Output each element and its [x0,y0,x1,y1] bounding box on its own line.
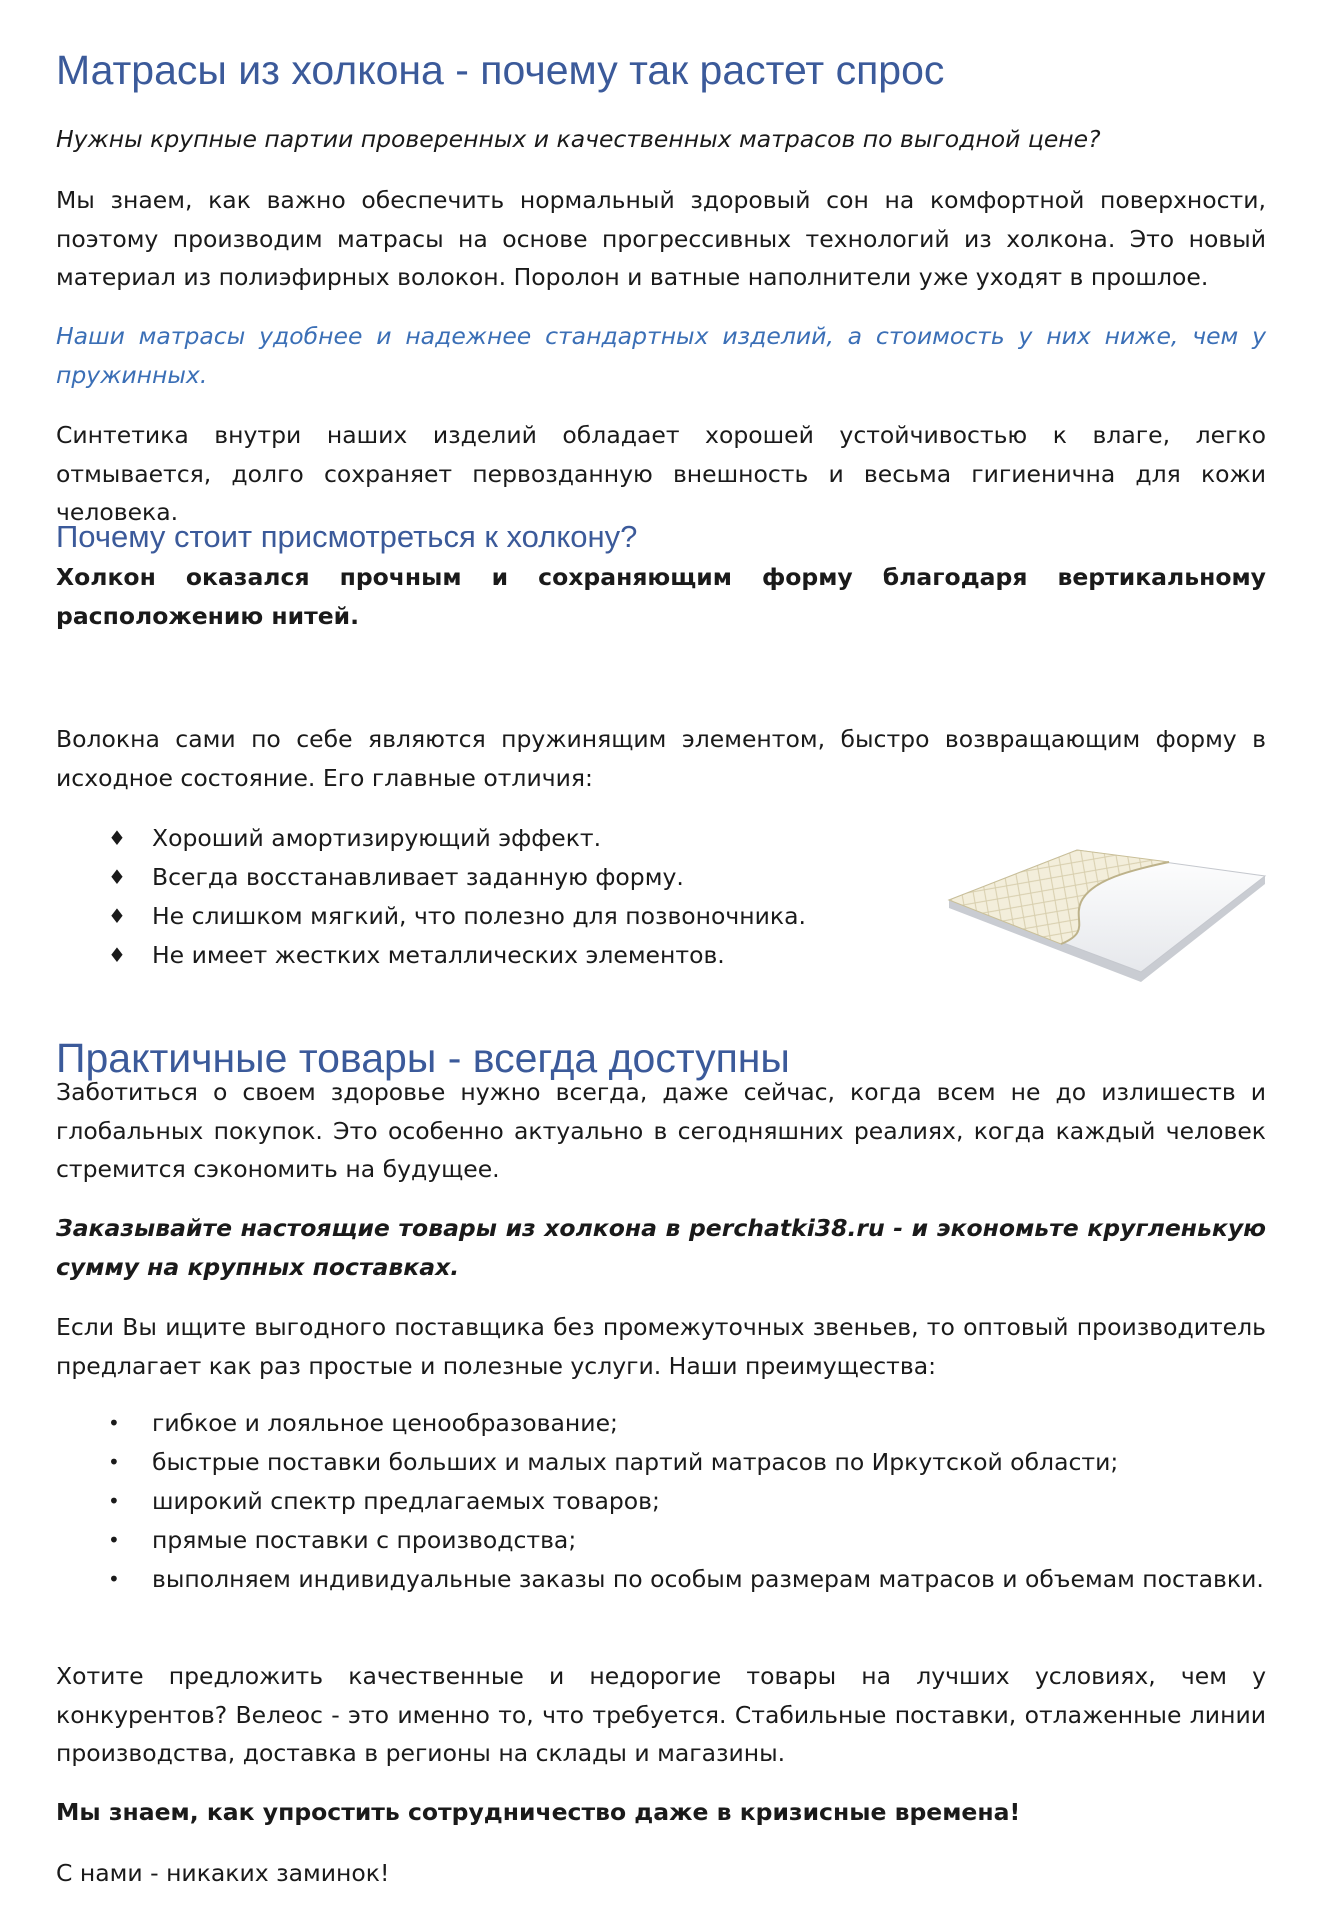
paragraph-synthetics: Синтетика внутри наших изделий обладает хорошей устойчивостью к влаге, легко отмывается, долго сохраняет первозданную внешность и весьма гигиенична для кожи человека. [56,421,1266,526]
paragraph-supplier: Если Вы ищите выгодного поставщика без промежуточных звеньев, то оптовый производитель предлагает как раз простые и полезные услуги. Наши преимущества: [56,1313,1266,1380]
mattress-image [941,840,1271,990]
list-item: • широкий спектр предлагаемых товаров; [152,1482,1266,1521]
bold-statement: Холкон оказался прочным и сохраняющим форму благодаря вертикальному расположению нитей. [56,563,1266,630]
list-item: • прямые поставки с производства; [152,1521,1266,1560]
paragraph-offer: Хотите предложить качественные и недорогие товары на лучших условиях, чем у конкурентов? Велеос - это именно то, что требуется. Стабильные поставки, отлаженные линии производства, доставка в регионы на склады и магазины. [56,1662,1266,1767]
dot-bullet-icon: • [108,1528,120,1552]
highlight-paragraph: Наши матрасы удобнее и надежнее стандартных изделий, а стоимость у них ниже, чем у пружинных. [56,322,1266,389]
cta-paragraph: Заказывайте настоящие товары из холкона в perchatki38.ru - и экономьте кругленькую сумму на крупных поставках. [56,1214,1266,1281]
dot-bullet-icon: • [108,1567,120,1591]
paragraph-intro: Мы знаем, как важно обеспечить нормальный здоровый сон на комфортной поверхности, поэтому производим матрасы на основе прогрессивных технологий из холкона. Это новый материал из полиэфирных волокон. Поролон и ватные наполнители уже уходят в прошлое. [56,186,1266,291]
closing-line: С нами - никаких заминок! [56,1859,390,1887]
diamond-bullet-icon: ♦ [108,904,126,928]
paragraph-health: Заботиться о своем здоровье нужно всегда, даже сейчас, когда всем не до излишеств и глобальных покупок. Это особенно актуально в сегодняшних реалиях, когда каждый человек стремится сэкономить на будущее. [56,1078,1266,1183]
diamond-bullet-icon: ♦ [108,943,126,967]
page-title: Матрасы из холкона - почему так растет спрос [56,47,945,93]
dot-bullet-icon: • [108,1489,120,1513]
list-item: ♦ Всегда восстанавливает заданную форму. [152,858,912,897]
dot-bullet-icon: • [108,1411,120,1435]
list-item: • выполняем индивидуальные заказы по особым размерам матрасов и объемам поставки. [152,1560,1266,1599]
section-heading-practical: Практичные товары - всегда доступны [56,1035,790,1081]
list-item: • быстрые поставки больших и малых партий матрасов по Иркутской области; [152,1443,1266,1482]
diamond-bullet-icon: ♦ [108,826,126,850]
intro-question: Нужны крупные партии проверенных и качественных матрасов по выгодной цене? [56,125,1101,153]
dot-bullet-icon: • [108,1450,120,1474]
bold-final-statement: Мы знаем, как упростить сотрудничество даже в кризисные времена! [56,1798,1021,1826]
diamond-bullet-icon: ♦ [108,865,126,889]
section-heading-why-holcon: Почему стоит присмотреться к холкону? [56,519,638,554]
list-item: ♦ Не слишком мягкий, что полезно для позвоночника. [152,897,912,936]
list-item: • гибкое и лояльное ценообразование; [152,1404,1266,1443]
list-item: ♦ Не имеет жестких металлических элементов. [152,936,912,975]
paragraph-fibers: Волокна сами по себе являются пружинящим элементом, быстро возвращающим форму в исходное состояние. Его главные отличия: [56,725,1266,792]
list-item: ♦ Хороший амортизирующий эффект. [152,819,912,858]
